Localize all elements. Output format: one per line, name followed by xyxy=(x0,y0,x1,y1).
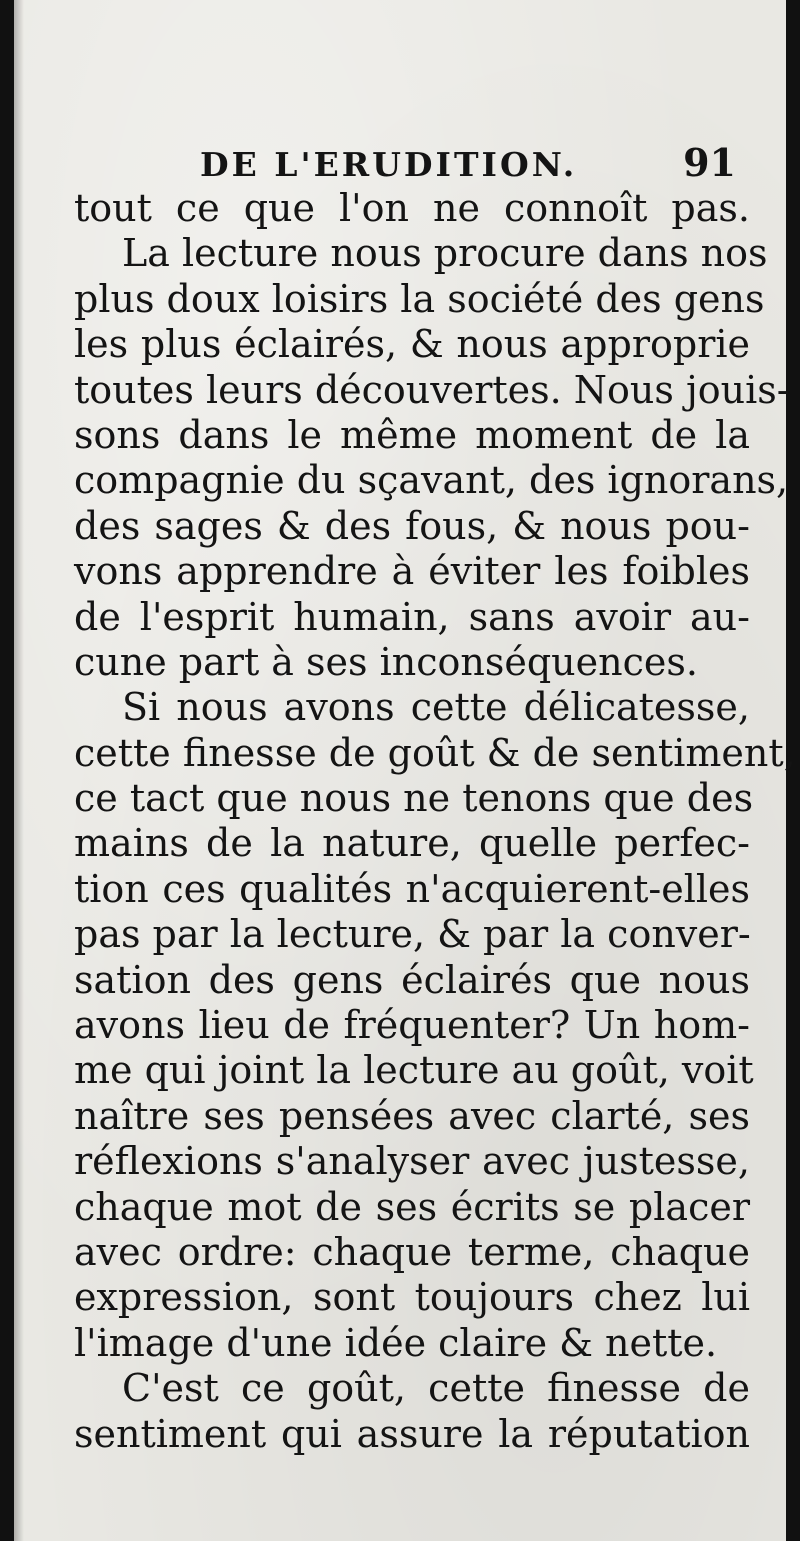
text-line: tout ce que l'on ne connoît pas. xyxy=(74,186,750,230)
book-page xyxy=(14,0,796,1541)
text-line: avec ordre: chaque terme, chaque xyxy=(74,1229,750,1274)
gutter-shadow xyxy=(14,0,24,1541)
text-line: plus doux loisirs la société des gens xyxy=(74,276,765,321)
text-line: sons dans le même moment de la xyxy=(74,412,750,457)
text-line: me qui joint la lecture au goût, voit xyxy=(74,1048,754,1093)
text-line: l'image d'une idée claire & nette. xyxy=(74,1320,718,1365)
running-head xyxy=(200,140,736,184)
text-line: expression, sont toujours chez lui xyxy=(74,1275,750,1320)
text-line: mains de la nature, quelle perfec- xyxy=(74,821,750,866)
text-line: chaque mot de ses écrits se placer xyxy=(74,1184,750,1229)
text-line: sentiment qui assure la réputation xyxy=(74,1411,750,1456)
text-line: C'est ce goût, cette finesse de xyxy=(122,1366,750,1411)
text-line: sation des gens éclairés que nous xyxy=(74,957,750,1002)
text-line: La lecture nous procure dans nos xyxy=(122,231,768,276)
text-line: de l'esprit humain, sans avoir au- xyxy=(74,594,750,639)
body-text xyxy=(74,186,796,1457)
text-line: naître ses pensées avec clarté, ses xyxy=(74,1093,750,1138)
text-line: Si nous avons cette délicatesse, xyxy=(122,685,750,730)
text-line: des sages & des fous, & nous pou- xyxy=(74,503,750,548)
text-line: cette finesse de goût & de sentiment, xyxy=(74,730,796,775)
text-line: vons apprendre à éviter les foibles xyxy=(74,549,750,594)
text-line: avons lieu de fréquenter? Un hom- xyxy=(74,1003,750,1048)
text-line: cune part à ses inconséquences. xyxy=(74,639,698,684)
running-title: DE L'ERUDITION. xyxy=(200,145,578,184)
text-line: réflexions s'analyser avec justesse, xyxy=(74,1139,750,1184)
text-line: compagnie du sçavant, des ignorans, xyxy=(74,458,789,503)
text-line: tion ces qualités n'acquierent-elles xyxy=(74,866,750,911)
text-line: pas par la lecture, & par la conver- xyxy=(74,912,751,957)
text-line: toutes leurs découvertes. Nous jouis- xyxy=(74,367,790,412)
page-number: 91 xyxy=(683,140,736,185)
text-line: les plus éclairés, & nous approprie xyxy=(74,322,750,367)
text-line: ce tact que nous ne tenons que des xyxy=(74,776,754,821)
